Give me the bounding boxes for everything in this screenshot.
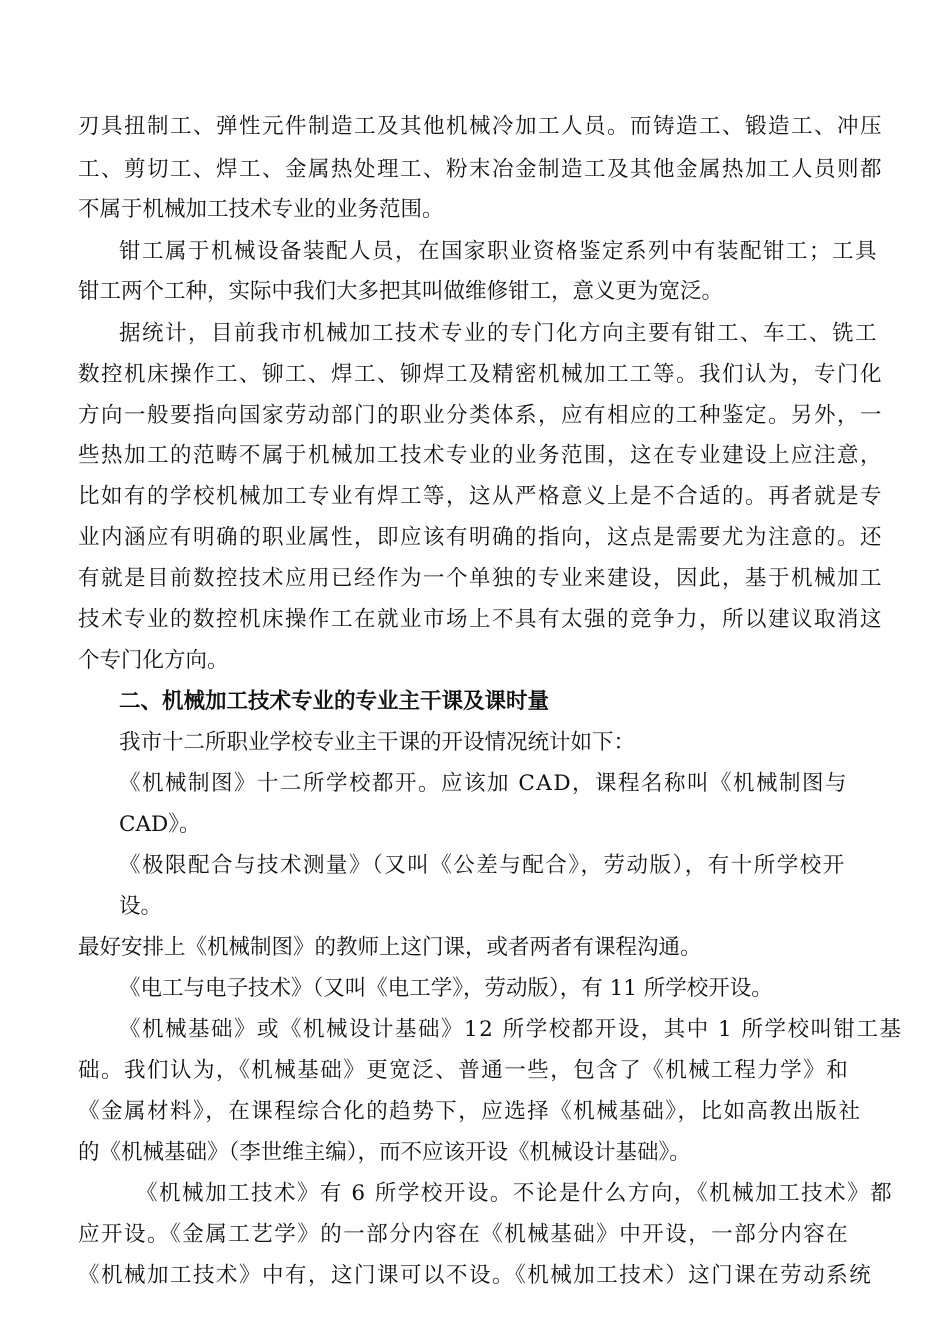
paragraph-line: 应开设。《金属工艺学》的一部分内容在《机械基础》中开设，一部分内容在	[78, 1222, 850, 1247]
paragraph-line: 不属于机械加工技术专业的业务范围。	[78, 197, 444, 222]
paragraph-line: 有就是目前数控技术应用已经作为一个单独的专业来建设，因此，基于机械加工	[78, 566, 884, 591]
paragraph-line: 技术专业的数控机床操作工在就业市场上不具有太强的竞争力，所以建议取消这	[78, 607, 884, 632]
paragraph-line: 《机械制图》十二所学校都开。应该加 CAD，课程名称叫《机械制图与	[119, 771, 849, 796]
paragraph-line: 工、剪切工、焊工、金属热处理工、粉末冶金制造工及其他金属热加工人员则都	[78, 157, 884, 182]
paragraph-line: 《极限配合与技术测量》（又叫《公差与配合》，劳动版），有十所学校开	[119, 853, 846, 878]
paragraph-line: 数控机床操作工、铆工、焊工、铆焊工及精密机械加工工等。我们认为，专门化	[78, 362, 884, 387]
paragraph-line: 《电工与电子技术》（又叫《电工学》，劳动版），有 11 所学校开设。	[119, 976, 773, 1001]
section-heading: 二、机械加工技术专业的专业主干课及课时量	[119, 689, 550, 714]
paragraph-line: 设。	[119, 894, 163, 919]
paragraph-line: 比如有的学校机械加工专业有焊工等，这从严格意义上是不合适的。再者就是专	[78, 484, 884, 509]
paragraph-line: 《机械加工技术》中有，这门课可以不设。《机械加工技术）这门课在劳动系统	[78, 1263, 873, 1288]
paragraph-line: 础。我们认为，《机械基础》更宽泛、普通一些，包含了《机械工程力学》和	[78, 1058, 850, 1083]
paragraph-line: 方向一般要指向国家劳动部门的职业分类体系，应有相应的工种鉴定。另外，一	[78, 403, 884, 428]
paragraph-line: 据统计，目前我市机械加工技术专业的专门化方向主要有钳工、车工、铣工	[119, 321, 879, 346]
paragraph-line: 《金属材料》，在课程综合化的趋势下，应选择《机械基础》，比如高教出版社	[78, 1099, 862, 1124]
paragraph-line: CAD》。	[119, 812, 201, 837]
paragraph-line: 我市十二所职业学校专业主干课的开设情况统计如下：	[119, 730, 636, 755]
paragraph-line: 《机械基础》或《机械设计基础》12 所学校都开设，其中 1 所学校叫钳工基	[119, 1017, 903, 1042]
paragraph-line: 业内涵应有明确的职业属性，即应该有明确的指向，这点是需要尤为注意的。还	[78, 525, 884, 550]
paragraph-line: 钳工两个工种，实际中我们大多把其叫做维修钳工，意义更为宽泛。	[78, 279, 724, 304]
paragraph-line: 个专门化方向。	[78, 648, 229, 673]
paragraph-line: 的《机械基础》（李世维主编），而不应该开设《机械设计基础》。	[78, 1140, 691, 1165]
paragraph-line: 些热加工的范畴不属于机械加工技术专业的业务范围，这在专业建设上应注意，	[78, 443, 884, 468]
paragraph-line: 最好安排上《机械制图》的教师上这门课，或者两者有课程沟通。	[78, 935, 702, 960]
paragraph-line: 刃具扭制工、弹性元件制造工及其他机械冷加工人员。而铸造工、锻造工、冲压	[78, 114, 884, 139]
paragraph-line: 钳工属于机械设备装配人员，在国家职业资格鉴定系列中有装配钳工；工具	[119, 239, 879, 264]
paragraph-line: 《机械加工技术》有 6 所学校开设。不论是什么方向，《机械加工技术》都	[136, 1181, 894, 1206]
